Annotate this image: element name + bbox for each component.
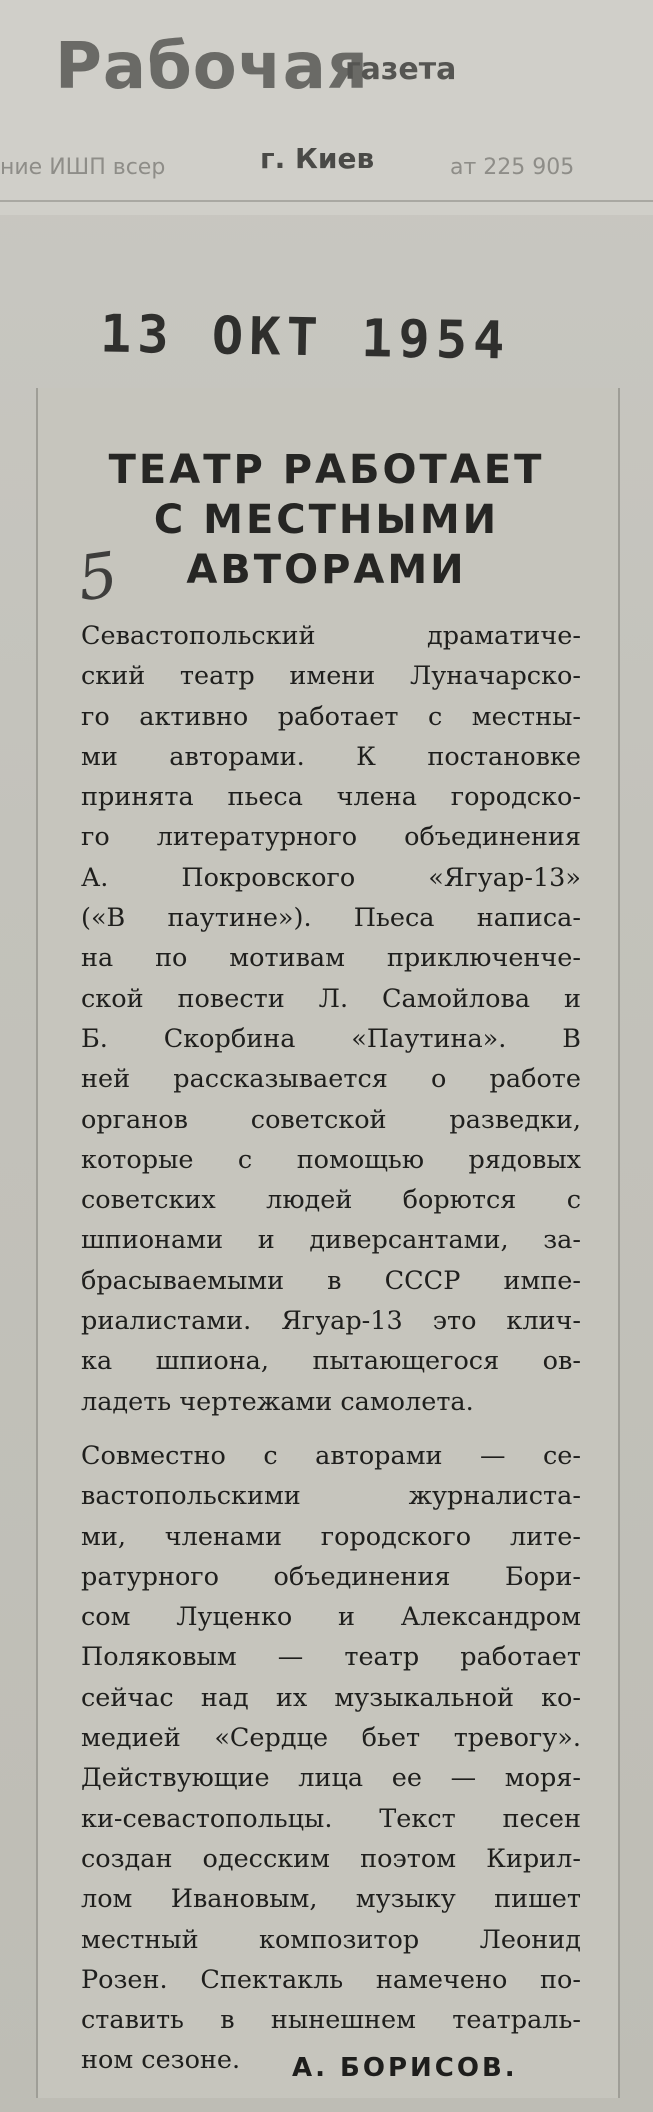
newspaper-stamp	[0, 0, 653, 215]
article-line: Б. Скорбина «Паутина». В	[81, 1023, 581, 1054]
article-line: ской повести Л. Самойлова и	[81, 983, 581, 1014]
article-line: ми, членами городского лите-	[81, 1521, 581, 1552]
stamp-city: г. Киев	[260, 142, 375, 175]
headline-line: АВТОРАМИ	[186, 547, 467, 593]
stamp-newspaper-subtitle: газета	[345, 52, 457, 87]
article-line: советских людей борются с	[81, 1185, 581, 1216]
article-line: («В паутине»). Пьеса написа-	[81, 903, 581, 934]
article-line: принята пьеса члена городско-	[81, 782, 581, 813]
article-line: создан одесским поэтом Кирил-	[81, 1843, 581, 1874]
paragraph-gap	[81, 1422, 581, 1436]
article-line: Совместно с авторами — се-	[81, 1440, 581, 1471]
article-line: ратурного объединения Бори-	[81, 1561, 581, 1592]
article-paragraph-1	[81, 616, 581, 1422]
article-author: А. БОРИСОВ.	[292, 2053, 518, 2083]
article-line: местный композитор Леонид	[81, 1924, 581, 1955]
article-line: ней рассказывается о работе	[81, 1064, 581, 1095]
article-line: ми авторами. К постановке	[81, 741, 581, 772]
article-line: шпионами и диверсантами, за-	[81, 1225, 581, 1256]
article-line: ном сезоне.	[81, 2045, 241, 2076]
article-line: лом Ивановым, музыку пишет	[81, 1884, 581, 1915]
stamp-divider	[0, 200, 653, 202]
article-line: ставить в нынешнем театраль-	[81, 2005, 581, 2036]
article-line: го литературного объединения	[81, 822, 581, 853]
article-line: Поляковым — театр работает	[81, 1642, 581, 1673]
article-line: ладеть чертежами самолета.	[81, 1386, 474, 1417]
article-line: медией «Сердце бьет тревогу».	[81, 1723, 581, 1754]
headline-line: С МЕСТНЫМИ	[153, 497, 500, 543]
article-line: А. Покровского «Ягуар-13»	[81, 862, 581, 893]
article-line: которые с помощью рядовых	[81, 1144, 581, 1175]
handwritten-number: 5	[73, 537, 123, 616]
article-line: риалистами. Ягуар-13 это клич-	[81, 1306, 581, 1337]
article-line: ка шпиона, пытающегося ов-	[81, 1346, 581, 1377]
article-line: брасываемыми в СССР импе-	[81, 1265, 581, 1296]
headline-line: ТЕАТР РАБОТАЕТ	[108, 447, 545, 493]
article-line: сом Луценко и Александром	[81, 1602, 581, 1633]
article-paragraph-2	[81, 1436, 581, 2081]
stamp-faint-text-right: ат 225 905	[450, 155, 575, 180]
stamp-newspaper-name: Рабочая	[55, 30, 369, 104]
article-line: на по мотивам приключенче-	[81, 943, 581, 974]
article-line: Действующие лица ее — моря-	[81, 1763, 581, 1794]
article-line: вастопольскими журналиста-	[81, 1481, 581, 1512]
article-line: го активно работает с местны-	[81, 701, 581, 732]
stamp-faint-text-left: ние ИШП всер	[0, 155, 166, 180]
article-line: органов советской разведки,	[81, 1104, 581, 1135]
article-line: сейчас над их музыкальной ко-	[81, 1682, 581, 1713]
article-line: Розен. Спектакль намечено по-	[81, 1964, 581, 1995]
date-stamp: 13 ОКТ 1954	[99, 304, 511, 372]
article-line: ки-севастопольцы. Текст песен	[81, 1803, 581, 1834]
article-body	[81, 616, 581, 2081]
article-line: Севастопольский драматиче-	[81, 621, 581, 651]
article-line: ский театр имени Луначарско-	[81, 661, 581, 692]
